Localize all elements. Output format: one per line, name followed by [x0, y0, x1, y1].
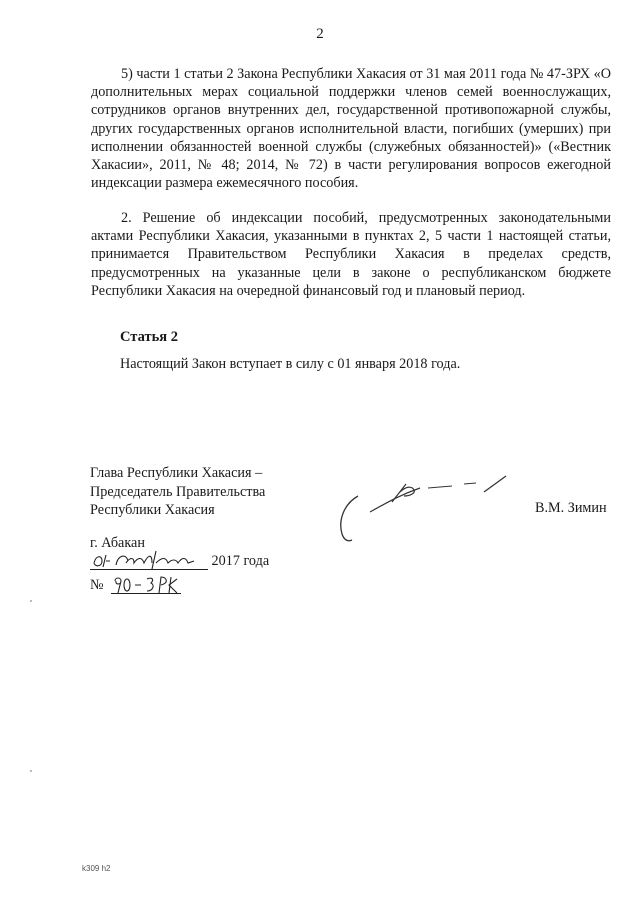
body-paragraph-2 [91, 209, 611, 300]
article-text: Настоящий Закон вступает в силу с 01 января 2018 года. [120, 356, 461, 372]
signatory-title-line: Глава Республики Хакасия – [90, 465, 263, 481]
place-of-signing: г. Абакан [90, 535, 145, 551]
signatory-title-line: Республики Хакасия [90, 502, 215, 518]
margin-speck [30, 600, 32, 602]
date-line [90, 553, 320, 573]
handwritten-number [111, 577, 181, 594]
body-paragraph-1 [91, 65, 611, 192]
article-heading: Статья 2 [120, 329, 178, 345]
paragraph-text: 5) части 1 статьи 2 Закона Республики Хакасия от 31 мая 2011 года № 47-ЗРХ «О дополнительных мерах социальной поддержки членов семей военнослужащих, сотрудников органов внутренних дел, государственной противопожарной службы, других государственных органов исполнительной власти, погибших (умерших) при исполнении обязанностей военной службы (служебных обязанностей)» («Вестник Хакасии», 2011, № 48; 2014, № 72) в части регулирования вопросов ежегодной индексации размера ежемесячного пособия. [91, 66, 611, 192]
margin-speck [30, 770, 32, 772]
signatory-title-line: Председатель Правительства [90, 483, 266, 500]
signatory-name: В.М. Зимин [535, 500, 607, 516]
page-number: 2 [316, 26, 324, 42]
footer-code: k309 h2 [82, 864, 111, 873]
handwritten-date [90, 553, 208, 570]
paragraph-text: 2. Решение об индексации пособий, предусмотренных законодательными актами Республики Хакасия, указанными в пунктах 2, 5 части 1 настоящей статьи, принимается Правительством Республики Хакасия в пределах средств, предусмотренных на указанные цели в законе о республиканском бюджете Республики Хакасия на очередной финансовый год и плановый период. [91, 210, 611, 299]
date-year: 2017 года [211, 553, 270, 569]
signatory-title [90, 464, 265, 520]
number-line [90, 577, 181, 597]
number-prefix: № [90, 577, 104, 593]
handwritten-signature [330, 462, 520, 552]
